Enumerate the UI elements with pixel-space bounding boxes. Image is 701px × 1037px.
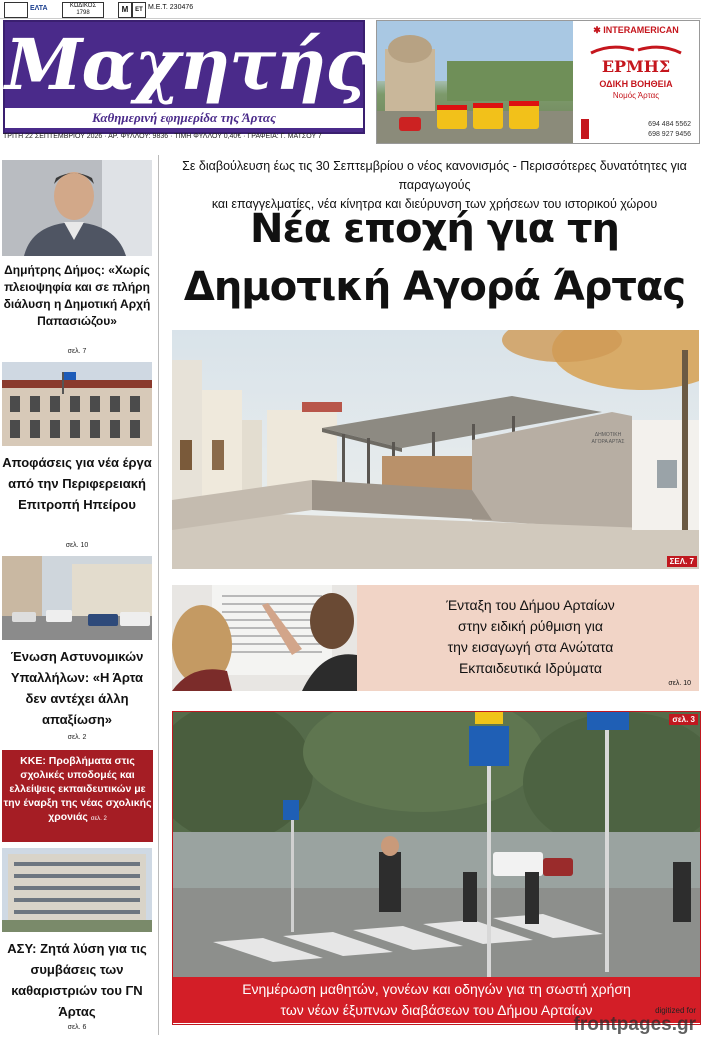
crossing-photo-art <box>173 712 700 978</box>
story3-photo[interactable] <box>2 556 152 640</box>
bottom-story-page-tag: σελ. 3 <box>669 714 698 725</box>
story3-headline[interactable]: Ένωση Αστυνομικών Υπαλλήλων: «Η Άρτα δεν αντέχει άλλη απαξίωση» <box>10 649 144 727</box>
story2-headline[interactable]: Αποφάσεις για νέα έργα από την Περιφερειακή Επιτροπή Ηπείρου <box>2 455 152 512</box>
main-headline[interactable] <box>168 200 701 316</box>
story3-photo-art <box>2 556 152 640</box>
mid-story-box[interactable] <box>172 585 699 691</box>
masthead-subtitle: Καθημερινή εφημερίδα της Άρτας <box>5 108 363 128</box>
market-rendering-art <box>172 330 699 569</box>
story2-photo-art <box>2 362 152 446</box>
code-label: ΚΩΔΙΚΟΣ <box>69 3 97 9</box>
ad-name: ΕΡΜΗΣ <box>601 57 671 76</box>
market-rendering-photo[interactable] <box>172 330 699 569</box>
story1-photo[interactable] <box>2 160 152 256</box>
ad-service: ΟΔΙΚΗ ΒΟΗΘΕΙΑ <box>599 79 673 89</box>
ad-phone2: 698 927 9456 <box>648 131 691 138</box>
watermark-small: digitized for <box>655 1006 696 1015</box>
kke-story-box[interactable] <box>2 750 153 842</box>
ad-photo-illustration <box>377 21 573 143</box>
frontpages-watermark <box>556 1006 696 1035</box>
story4-headline: ΚΚΕ: Προβλήματα στις σχολικές υποδομές και ελλείψεις εκπαιδευτικών με την έναρξη της νέας σχολικής χρονιάς <box>3 755 152 823</box>
story5-photo[interactable] <box>2 848 152 932</box>
ad-brand-label: INTERAMERICAN <box>603 25 679 35</box>
elta-label: ΕΛΤΑ <box>30 5 48 12</box>
mid-story-page: σελ. 10 <box>668 680 691 687</box>
ermis-advert[interactable] <box>376 20 700 144</box>
issue-info-bar: ΤΡΙΤΗ 22 ΣΕΠΤΕΜΒΡΙΟΥ 2026 · ΑΡ. ΦΥΛΛΟΥ: 9836 · ΤΙΜΗ ΦΥΛΛΟΥ 0,40€ · ΓΡΑΦΕΙΑ: Γ. ΜΑΤΣΟΥ 7 <box>3 133 322 140</box>
code-value: 1798 <box>76 10 90 16</box>
masthead-title: Μαχητής <box>5 23 367 106</box>
story3-page: σελ. 2 <box>67 734 87 741</box>
mid-line3: την εισαγωγή στα Ανώτατα <box>447 639 614 655</box>
masthead <box>3 20 365 134</box>
met-label: Μ.Ε.Τ. 230476 <box>148 4 194 11</box>
column-divider <box>158 155 159 1035</box>
main-headline-line1: Νέα εποχή για τη <box>250 206 619 252</box>
ad-panel <box>573 21 699 143</box>
et-stamp: ΕΤ <box>132 2 146 18</box>
bottom-caption-line2: των νέων έξυπνων διαβάσεων του Δήμου Αρταίων <box>280 1002 593 1018</box>
mid-line1: Ένταξη του Δήμου Αρταίων <box>446 597 615 613</box>
story5-photo-art <box>2 848 152 932</box>
bottom-story-box[interactable] <box>172 711 701 1025</box>
wings-svg <box>586 43 686 57</box>
top-strip <box>0 0 701 19</box>
ad-phone1: 694 484 5562 <box>648 121 691 128</box>
story1-page: σελ. 7 <box>67 348 87 355</box>
main-deck-line1: Σε διαβούλευση έως τις 30 Σεπτεμβρίου ο νέος κανονισμός - Περισσότερες δυνατότητες για παραγωγούς <box>182 159 687 192</box>
code-stamp <box>62 2 104 18</box>
story2-page: σελ. 10 <box>65 542 89 549</box>
ad-area: Νομός Άρτας <box>612 91 660 100</box>
mid-story-photo-art <box>172 585 357 691</box>
ad-brand <box>573 25 699 36</box>
m-stamp: Μ <box>118 2 132 18</box>
postal-stamp <box>4 2 28 18</box>
story1-photo-art <box>2 160 152 256</box>
elta-logo <box>30 3 60 15</box>
main-headline-line2: Δημοτική Αγορά Άρτας <box>183 264 686 310</box>
mid-story-photo <box>172 585 357 691</box>
story2-photo[interactable] <box>2 362 152 446</box>
market-sign-text: ΔΗΜΟΤΙΚΗ ΑΓΟΡΑ ΑΡΤΑΣ <box>591 432 625 445</box>
story1-headline[interactable]: Δημήτρης Δήμος: «Χωρίς πλειοψηφία και σε πλήρη διάλυση η Δημοτική Αρχή Παπασιώζου» <box>3 263 151 328</box>
story5-page: σελ. 6 <box>67 1024 87 1031</box>
bottom-caption-line1: Ενημέρωση μαθητών, γονέων και οδηγών για τη σωστή χρήση <box>242 981 631 997</box>
ad-photo <box>377 21 573 143</box>
main-photo-page-tag: ΣΕΛ. 7 <box>667 556 697 567</box>
main-deck-line2: και επαγγελματίες, νέα κίνητρα και διεύρυνση των χρήσεων του ιστορικού χώρου <box>211 197 658 211</box>
mid-line2: στην ειδική ρύθμιση για <box>458 618 603 634</box>
ad-brand-icon: ✱ <box>593 25 604 35</box>
mid-story-headline <box>362 595 699 679</box>
mid-line4: Εκπαιδευτικά Ιδρύματα <box>458 660 603 676</box>
story5-headline[interactable]: ΑΣΥ: Ζητά λύση για τις συμβάσεις των καθαριστριών του ΓΝ Άρτας <box>7 941 147 1019</box>
story4-page: σελ. 2 <box>90 816 107 822</box>
watermark-big: frontpages.gr <box>573 1014 696 1035</box>
